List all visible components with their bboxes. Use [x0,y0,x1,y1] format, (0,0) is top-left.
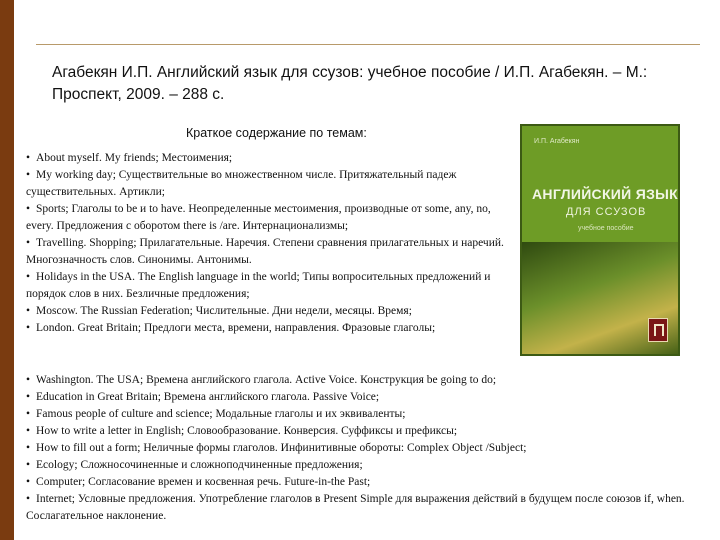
topic-english: About myself. My friends; [36,152,159,164]
topic-grammar: Согласование времен и косвенная речь. Future-in-the Past; [85,476,371,488]
topic-english: Computer; [36,476,86,488]
topic-grammar: Времена английского глагола. Passive Voice; [160,391,380,403]
topic-english: How to fill out a form; [36,442,141,454]
bullet-icon: • [26,459,31,471]
list-item [26,167,510,201]
list-item [26,474,702,491]
list-item [26,235,510,269]
cover-book-type: учебное пособие [578,225,634,232]
topic-grammar: Модальные глаголы и их эквиваленты; [212,408,406,420]
list-item [26,150,510,167]
bullet-icon: • [26,152,31,164]
citation-line-1: Агабекян И.П. Английский язык для ссузов: учебное пособие / И.П. Агабекян. – М.: [52,64,648,81]
topic-english: Sports; [36,203,69,215]
topic-grammar: Числительные. Дни недели, месяцы. Время; [192,305,412,317]
topic-grammar: Условные предложения. Употребление глаголов в Present Simple для выражения действий в будущем после союзов if, when. Сослагательное наклонение. [26,493,685,522]
bullet-icon: • [26,169,31,181]
bullet-icon: • [26,425,31,437]
topic-list-upper [26,150,510,337]
topic-grammar: Времена английского глагола. Active Voice. Конструкция be going to do; [143,374,497,386]
topic-english: Ecology; [36,459,78,471]
topic-grammar: Местоимения; [158,152,233,164]
citation-line-2: Проспект, 2009. – 288 с. [52,86,225,103]
bullet-icon: • [26,203,31,215]
bullet-icon: • [26,408,31,420]
list-item [26,201,510,235]
list-item [26,372,702,389]
topic-english: Internet; [36,493,75,505]
publisher-logo-icon [648,318,668,342]
contents-heading: Краткое содержание по темам: [186,126,367,140]
topic-grammar: Прилагательные. Наречия. Степени сравнения прилагательных и наречий. Многозначность слов. Синонимы. Антонимы. [26,237,504,266]
topic-english: Moscow. The Russian Federation; [36,305,193,317]
topic-english: London. Great Britain; [36,322,142,334]
topic-grammar: Существительные во множественном числе. Притяжательный падеж существительных. Артикли; [26,169,457,198]
list-item [26,389,702,406]
cover-author: И.П. Агабекян [534,138,580,145]
bullet-icon: • [26,237,31,249]
bullet-icon: • [26,391,31,403]
bullet-icon: • [26,374,31,386]
bullet-icon: • [26,442,31,454]
topic-grammar: Предлоги места, времени, направления. Фразовые глаголы; [141,322,436,334]
cover-subtitle: ДЛЯ ССУЗОВ [566,206,647,218]
bullet-icon: • [26,493,31,505]
list-item [26,440,702,457]
topic-english: Travelling. Shopping; [36,237,137,249]
topic-grammar: Типы вопросительных предложений и порядок слов в них. Безличные предложения; [26,271,491,300]
top-divider [36,44,700,45]
bullet-icon: • [26,305,31,317]
topic-grammar: Глаголы to be и to have. Неопределенные местоимения, производные от some, any, no, every. Предложения с оборотом there is /are. Интернационализмы; [26,203,491,232]
topic-english: Education in Great Britain; [36,391,161,403]
topic-list-lower [26,372,702,525]
book-citation [52,62,692,106]
list-item [26,457,702,474]
list-item [26,320,510,337]
list-item [26,491,702,525]
book-cover-image [520,124,680,356]
topic-english: Famous people of culture and science; [36,408,213,420]
topic-grammar: Сложносочиненные и сложноподчиненные предложения; [77,459,363,471]
topic-english: Washington. The USA; [36,374,144,386]
list-item [26,423,702,440]
topic-english: My working day; [36,169,116,181]
list-item [26,303,510,320]
topic-grammar: Словообразование. Конверсия. Суффиксы и префиксы; [184,425,458,437]
bullet-icon: • [26,476,31,488]
cover-title: АНГЛИЙСКИЙ ЯЗЫК [532,186,679,202]
bullet-icon: • [26,271,31,283]
topic-english: Holidays in the USA. The English language in the world; [36,271,300,283]
topic-english: How to write a letter in English; [36,425,185,437]
topic-grammar: Неличные формы глаголов. Инфинитивные обороты: Complex Object /Subject; [140,442,527,454]
left-accent-bar [0,0,14,540]
bullet-icon: • [26,322,31,334]
list-item [26,269,510,303]
list-item [26,406,702,423]
